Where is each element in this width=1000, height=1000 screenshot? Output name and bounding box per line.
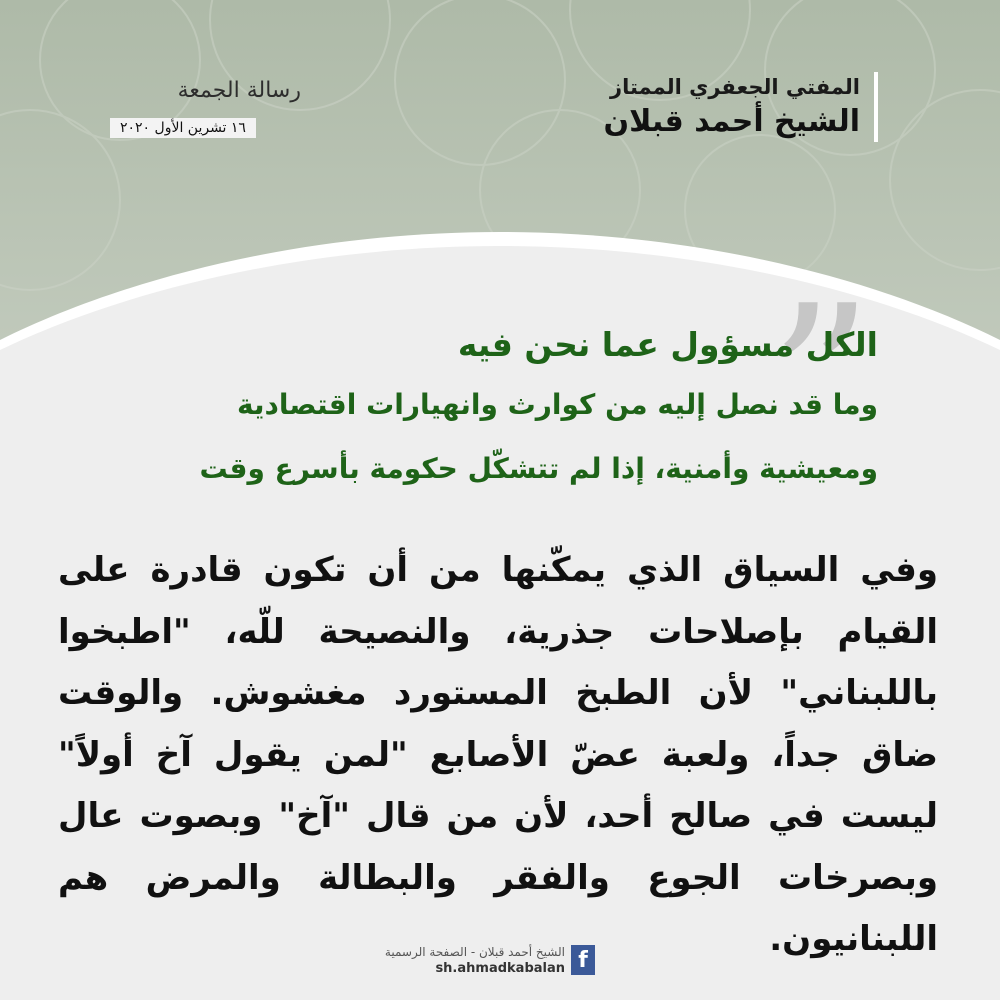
mufti-title: المفتي الجعفري الممتاز [609, 75, 860, 99]
highlight-line-1: الكل مسؤول عما نحن فيه [457, 325, 878, 364]
facebook-icon[interactable]: f [571, 945, 595, 975]
highlight-line-3: ومعيشية وأمنية، إذا لم تتشكّل حكومة بأسرع وقت [199, 452, 878, 485]
mufti-header [530, 72, 878, 142]
footer-label: الشيخ أحمد قبلان - الصفحة الرسمية [384, 945, 565, 959]
quote-mark-icon: ” [770, 263, 873, 496]
message-header [86, 78, 301, 103]
highlight-line-2: وما قد نصل إليه من كوارث وانهيارات اقتصادية [237, 388, 878, 421]
footer [370, 945, 595, 981]
body-paragraph: وفي السياق الذي يمكّنها من أن تكون قادرة على القيام بإصلاحات جذرية، والنصيحة للّه، "اطبخوا باللبناني" لأن الطبخ المستورد مغشوش. والوقت ضاق جداً، ولعبة عضّ الأصابع "لمن يقول آخ أولاً" ليست في صالح أحد، لأن من قال "آخ" وبصوت عال وبصرخات الجوع والفقر والبطالة والمرض هم اللبنانيون. [58, 550, 938, 959]
mufti-name: الشيخ أحمد قبلان [603, 104, 860, 139]
message-title: رسالة الجمعة [177, 78, 301, 103]
footer-handle[interactable]: sh.ahmadkabalan [435, 961, 565, 976]
date-badge: ١٦ تشرين الأول ٢٠٢٠ [110, 118, 256, 138]
